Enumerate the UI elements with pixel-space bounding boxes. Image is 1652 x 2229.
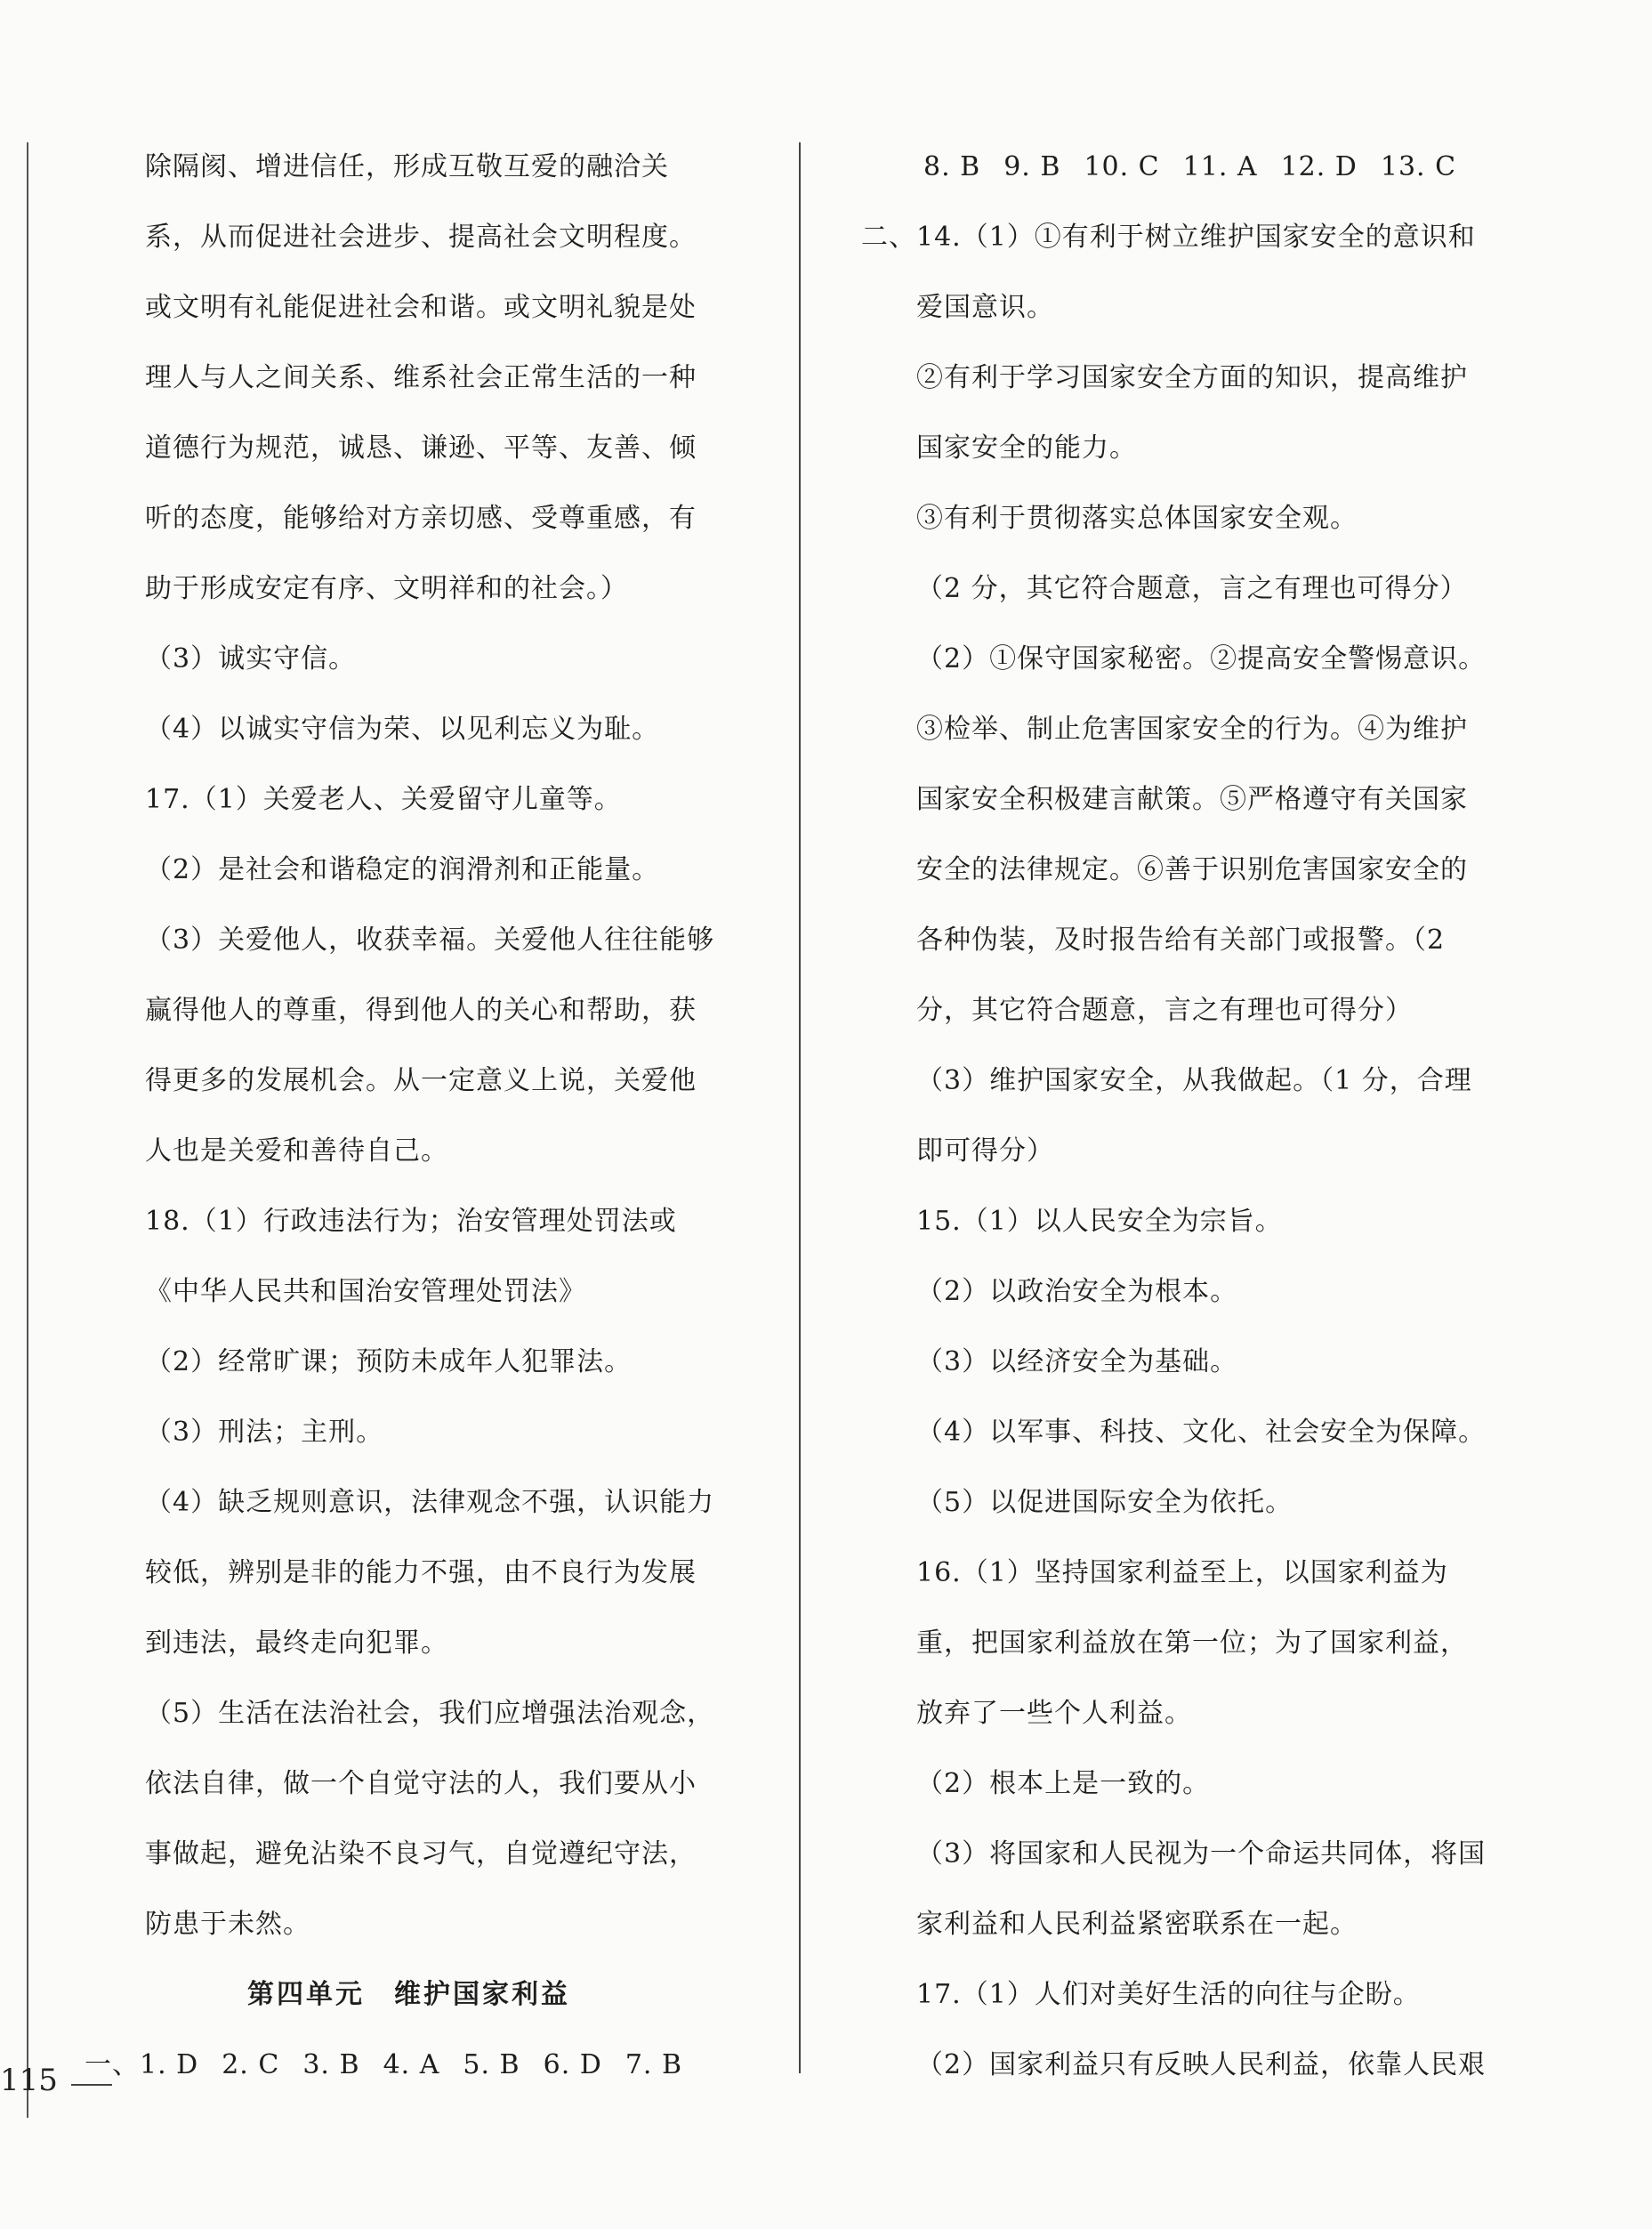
text-line: （2）①保守国家秘密。②提高安全警惕意识。 [916, 643, 1487, 674]
text-line: 安全的法律规定。⑥善于识别危害国家安全的 [916, 854, 1468, 885]
text-line: 重，把国家利益放在第一位；为了国家利益， [916, 1627, 1468, 1659]
choice-answers-row [85, 2030, 750, 2100]
text-line: 即可得分） [916, 1135, 1054, 1167]
text-line: （3）诚实守信。 [145, 643, 357, 674]
text-line: ②有利于学习国家安全方面的知识，提高维护 [916, 362, 1468, 393]
answer-item: 4. A [383, 2049, 440, 2080]
text-line: 《中华人民共和国治安管理处罚法》 [145, 1276, 586, 1307]
text-line: （2）是社会和谐稳定的润滑剂和正能量。 [145, 854, 660, 885]
answer-item: 8. B [923, 151, 981, 182]
text-line: 或文明有礼能促进社会和谐。或文明礼貌是处 [145, 292, 697, 323]
text-line: （2）根本上是一致的。 [916, 1768, 1211, 1799]
text-line: 各种伪装，及时报告给有关部门或报警。（2 [916, 925, 1446, 956]
answer-item: 13. C [1380, 151, 1457, 182]
text-line: 国家安全的能力。 [916, 432, 1137, 464]
text-line: 家利益和人民利益紧密联系在一起。 [916, 1909, 1358, 1940]
text-line: 15.（1）以人民安全为宗旨。 [916, 1206, 1283, 1237]
text-line: 赢得他人的尊重，得到他人的关心和帮助，获 [145, 995, 697, 1026]
text-line: 事做起，避免沾染不良习气，自觉遵纪守法， [145, 1838, 697, 1870]
text-line: 防患于未然。 [145, 1909, 310, 1940]
answer-item: 1. D [140, 2049, 199, 2080]
text-line: （5）生活在法治社会，我们应增强法治观念， [145, 1698, 715, 1729]
text-line: ③有利于贯彻落实总体国家安全观。 [916, 503, 1358, 534]
answer-item: 2. C [222, 2049, 280, 2080]
text-line: 国家安全积极建言献策。⑤严格遵守有关国家 [916, 784, 1468, 815]
column-divider [799, 142, 801, 2073]
text-line: 17.（1）关爱老人、关爱留守儿童等。 [145, 784, 622, 815]
text-line: （2）经常旷课；预防未成年人犯罪法。 [145, 1346, 633, 1377]
text-line: （4）以诚实守信为荣、以见利忘义为耻。 [145, 714, 660, 745]
text-line: （3）将国家和人民视为一个命运共同体，将国 [916, 1838, 1487, 1870]
text-line: 18.（1）行政违法行为；治安管理处罚法或 [145, 1206, 677, 1237]
text-line: 较低，辨别是非的能力不强，由不良行为发展 [145, 1557, 697, 1588]
text-line: （5）以促进国际安全为依托。 [916, 1487, 1293, 1518]
text-line: 放弃了一些个人利益。 [916, 1698, 1192, 1729]
answer-item: 11. A [1182, 151, 1258, 182]
text-line: 爱国意识。 [916, 292, 1054, 323]
text-line: （4）缺乏规则意识，法律观念不强，认识能力 [145, 1487, 715, 1518]
text-line: ③检举、制止危害国家安全的行为。④为维护 [916, 714, 1468, 745]
text-line: 17.（1）人们对美好生活的向往与企盼。 [916, 1979, 1421, 2010]
text-line: 得更多的发展机会。从一定意义上说，关爱他 [145, 1065, 697, 1096]
page-number: 115 [0, 2063, 58, 2098]
answer-item: 9. B [1003, 151, 1061, 182]
text-line: （2）国家利益只有反映人民利益，依靠人民艰 [916, 2049, 1487, 2080]
question-14-first-line: 14.（1）①有利于树立维护国家安全的意识和 [916, 222, 1476, 253]
text-line: 除隔阂、增进信任，形成互敬互爱的融洽关 [145, 151, 669, 182]
text-line: 理人与人之间关系、维系社会正常生活的一种 [145, 362, 697, 393]
binding-margin-line [27, 142, 28, 2118]
text-line: 道德行为规范，诚恳、谦逊、平等、友善、倾 [145, 432, 697, 464]
text-line: （2 分，其它符合题意，言之有理也可得分） [916, 573, 1468, 604]
text-line: （3）维护国家安全，从我做起。（1 分，合理 [916, 1065, 1472, 1096]
text-line: （4）以军事、科技、文化、社会安全为保障。 [916, 1417, 1487, 1448]
text-line [861, 202, 1519, 272]
text-line: （3）以经济安全为基础。 [916, 1346, 1238, 1377]
unit-heading: 第四单元 维护国家利益 [247, 1979, 570, 2010]
choice-answers-row [861, 132, 1519, 202]
left-column [85, 132, 750, 2100]
text-line: 到违法，最终走向犯罪。 [145, 1627, 448, 1659]
answer-item: 6. D [543, 2049, 602, 2080]
text-line: 依法自律，做一个自觉守法的人，我们要从小 [145, 1768, 697, 1799]
answer-item: 3. B [302, 2049, 360, 2080]
answer-item: 10. C [1084, 151, 1160, 182]
answer-item: 7. B [625, 2049, 683, 2080]
text-line: 分，其它符合题意，言之有理也可得分） [916, 995, 1413, 1026]
text-line: 助于形成安定有序、文明祥和的社会。） [145, 573, 628, 604]
text-line: 16.（1）坚持国家利益至上，以国家利益为 [916, 1557, 1448, 1588]
text-line: 人也是关爱和善待自己。 [145, 1135, 448, 1167]
text-line: 听的态度，能够给对方亲切感、受尊重感，有 [145, 503, 697, 534]
text-line: （3）关爱他人，收获幸福。关爱他人往往能够 [145, 925, 715, 956]
text-line: （2）以政治安全为根本。 [916, 1276, 1238, 1307]
answer-item: 12. D [1280, 151, 1358, 182]
text-line: 系，从而促进社会进步、提高社会文明程度。 [145, 222, 697, 253]
text-line: （3）刑法；主刑。 [145, 1417, 384, 1448]
section-label: 二、 [861, 222, 916, 253]
right-column [861, 132, 1519, 2100]
answer-item: 5. B [463, 2049, 520, 2080]
page-number-dash [71, 2084, 112, 2086]
section-label: 一、 [85, 2049, 140, 2080]
